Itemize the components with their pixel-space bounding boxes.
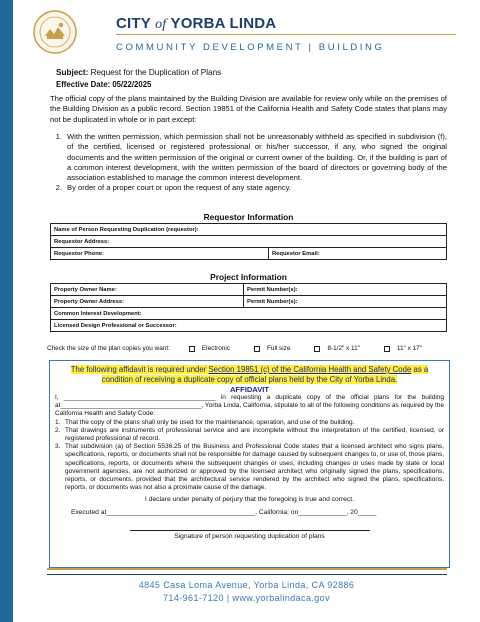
requestor-phone-field[interactable]: Requestor Phone: (51, 248, 269, 260)
option-label: 8-1/2" x 11" (327, 345, 360, 352)
effective-date: 05/22/2025 (112, 80, 152, 89)
subject-line (56, 68, 221, 77)
affidavit-body: I, __________________________________________ in requesting a duplicate copy of the official plans for the building at_______________________________________, Yorba Linda, California, stipulate to all of the following conditions as required by the California Health and Safety Code: (55, 394, 444, 418)
option-label: Electronic (201, 345, 230, 352)
checkbox-electronic[interactable] (189, 346, 195, 352)
footer-rule-blue (47, 574, 447, 575)
checkbox-letter[interactable] (314, 346, 320, 352)
affidavit-conditions (55, 419, 444, 493)
requestor-table (50, 223, 447, 260)
perjury-declaration: I declare under penalty of perjury that the foregoing is true and correct. (145, 496, 354, 504)
city-suffix: YORBA LINDA (170, 15, 277, 32)
list-item (50, 183, 447, 193)
permit-number-field-2[interactable]: Permit Number(s): (244, 296, 447, 308)
requirement-text-end: as a condition of receiving a duplicate copy of official plans held by the City of Yorba Linda. (101, 365, 429, 384)
option-label: Full size (266, 345, 291, 352)
requestor-name-field[interactable]: Name of Person Requesting Duplication (requestor): (51, 224, 447, 236)
project-table (50, 283, 447, 332)
brand-side-bar (0, 0, 13, 622)
list-number: 2. (55, 183, 62, 193)
list-text: That drawings are instruments of professional service and are incomplete without the interpretation of the certified, licensed, or registered professional of record. (65, 426, 444, 443)
list-text: That the copy of the plans shall only be used for the maintenance, operation, and use of the building. (65, 418, 355, 426)
list-item (55, 419, 444, 427)
affidavit-box (49, 360, 450, 568)
list-text: With the written permission, which permission shall not be unreasonably withheld as specified in subdivision (f), of the certified, licensed or registered professional or his/her successor, if any, who signed the original documents and the written permission of the original or current owner of the building. Or, if the building is part of a common interest development, with the written permission of the board of directors or governing body of the association established to manage the common interest development. (67, 132, 447, 183)
design-professional-field[interactable]: Licensed Design Professional or Successor: (51, 320, 447, 332)
option-electronic[interactable] (189, 345, 230, 352)
subject-label: Subject: (56, 68, 89, 77)
footer-contact: 714-961-7120 | www.yorbalindaca.gov (163, 593, 330, 603)
list-number: 1. (55, 418, 61, 426)
requestor-section-title: Requestor Information (203, 212, 294, 222)
subject-text: Request for the Duplication of Plans (90, 68, 222, 77)
option-full-size[interactable] (254, 345, 290, 352)
permit-number-field-1[interactable]: Permit Number(s): (244, 284, 447, 296)
exceptions-list (50, 132, 447, 194)
affidavit-title: AFFIDAVIT (229, 385, 270, 394)
list-number: 2. (55, 426, 61, 434)
checkbox-tabloid[interactable] (384, 346, 390, 352)
footer-rule-gold (47, 568, 447, 570)
executed-at-line[interactable]: Executed at________________________________________, California; on_____________, 20_____ (71, 509, 377, 517)
option-letter[interactable] (314, 345, 359, 352)
code-section-link[interactable]: Section 19851 (c) of the California Health and Safety Code (208, 365, 412, 374)
city-of: of (155, 17, 167, 32)
city-prefix: CITY (116, 15, 151, 32)
plan-size-options (47, 345, 467, 352)
checkbox-full-size[interactable] (254, 346, 260, 352)
owner-name-field[interactable]: Property Owner Name: (51, 284, 244, 296)
list-text: By order of a proper court or upon the request of any state agency. (67, 183, 292, 193)
list-number: 3. (55, 443, 61, 451)
list-text: That subdivision (a) of Section 5536.25 of the Business and Professional Code states that a licensed architect who signs plans, specifications, reports, or documents shall not be responsible for damage caused by subsequent changes to, or use of, those plans, specifications, reports, or documents where the subsequent changes or uses, including changes or uses made by state or local government agencies, are not authorized or approved by the licensed architect who originally signed the plans, specifications, reports, or documents, provided that the architectural service rendered by the architect who signed the plans, specifications, reports, or documents was not also a proximate cause of the damage. (65, 443, 444, 492)
requestor-address-field[interactable]: Requestor Address: (51, 236, 447, 248)
effective-label: Effective Date: (56, 80, 111, 89)
letterhead (33, 10, 473, 62)
list-number: 1. (55, 132, 62, 141)
city-seal-logo (33, 10, 77, 54)
header-rule (116, 34, 456, 35)
project-section-title: Project Information (210, 272, 287, 282)
plan-size-prompt: Check the size of the plan copies you want: (47, 345, 170, 352)
signature-line[interactable]: Signature of person requesting duplication of plans (130, 530, 370, 540)
requestor-email-field[interactable]: Requestor Email: (269, 248, 447, 260)
list-item (55, 443, 444, 492)
effective-date-line (56, 80, 151, 89)
footer-address: 4845 Casa Loma Avenue, Yorba Linda, CA 92886 (138, 580, 355, 590)
option-label: 11" x 17" (396, 345, 422, 352)
list-item (50, 132, 447, 183)
requirement-text: The following affidavit is required under (70, 365, 209, 374)
option-tabloid[interactable] (384, 345, 422, 352)
list-item (55, 427, 444, 443)
department-name: COMMUNITY DEVELOPMENT | BUILDING (116, 42, 385, 53)
owner-address-field[interactable]: Property Owner Address: (51, 296, 244, 308)
intro-paragraph: The official copy of the plans maintained by the Building Division are available for review only while on the premises of the Building Division as a public record. Section 19851 of the California Health and Safety Code states that plans may not be duplicated in whole or in part except: (50, 94, 447, 124)
affidavit-requirement (55, 365, 444, 385)
city-name (116, 15, 276, 33)
common-interest-field[interactable]: Common Interest Development: (51, 308, 447, 320)
